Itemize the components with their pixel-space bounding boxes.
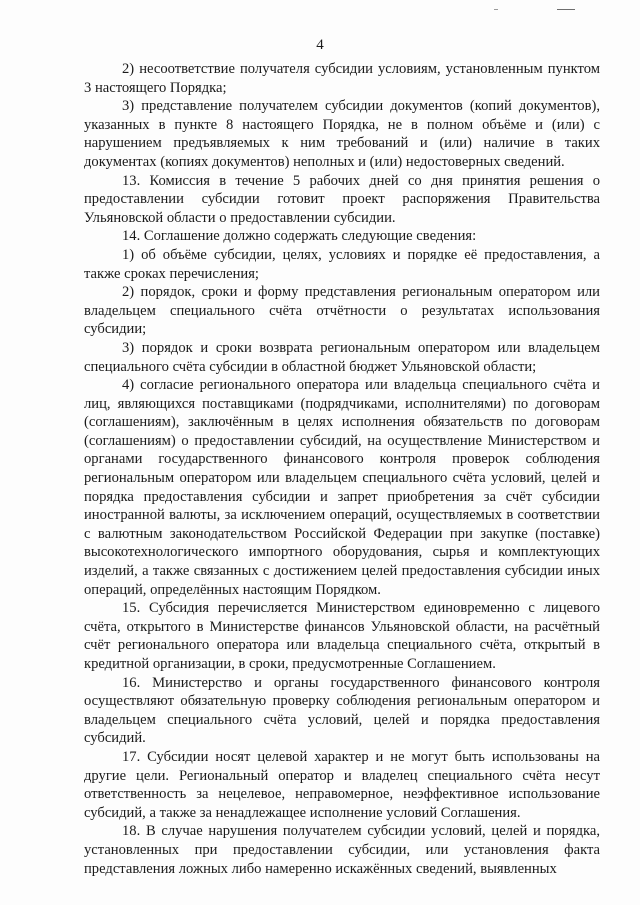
page-number: 4 — [316, 37, 324, 53]
paragraph: 16. Министерство и органы государственного финансового контроля осуществляют обязательную проверку соблюдения региональным оператором и владельцем специального счёта условий, целей и порядка предоставления субсидий. — [84, 674, 600, 747]
paragraph: 14. Соглашение должно содержать следующие сведения: — [122, 228, 477, 245]
paragraph: 13. Комиссия в течение 5 рабочих дней со дня принятия решения о предоставлении субсидии готовит проект распоряжения Правительства Ульяновской области о предоставлении субсидии. — [84, 172, 600, 226]
paragraph: 15. Субсидия перечисляется Министерством единовременно с лицевого счёта, открытого в Министерстве финансов Ульяновской области, на расчётный счёт регионального оператора или владельца специального счёта, открытый в кредитной организации, в сроки, предусмотренные Соглашением. — [84, 600, 600, 672]
document-body — [84, 60, 600, 878]
paragraph: 3) представление получателем субсидии документов (копий документов), указанных в пункте 8 настоящего Порядка, не в полном объёме и (или) с нарушением предъявляемых к ним требований и (или) наличие в таких документах (копиях документов) неполных и (или) недостоверных сведений. — [84, 98, 600, 170]
paragraph: 17. Субсидии носят целевой характер и не могут быть использованы на другие цели. Региональный оператор и владелец специального счёта несут ответственность за нецелевое, неправомерное, неэффективное использование субсидий, а также за ненадлежащее исполнение условий Соглашения. — [84, 748, 600, 821]
paragraph: 4) согласие регионального оператора или владельца специального счёта и лиц, являющихся поставщиками (подрядчиками, исполнителями) по договорам (соглашениям), заключённым в целях исполнения обязательств по договорам (соглашениям) о предоставлении субсидий, на осуществление Министерством и органами государственного финансового контроля проверок соблюдения региональным оператором или владельцем специального счёта условий, целей и порядка предоставления субсидии и запрет приобретения за счёт субсидии иностранной валюты, за исключением операций, осуществляемых в соответствии с валютным законодательством Российской Федерации при закупке (поставке) высокотехнологического импортного оборудования, сырья и комплектующих изделий, а также связанных с достижением целей предоставления субсидии иных операций, определённых настоящим Порядком. — [84, 377, 600, 598]
paragraph: 2) несоответствие получателя субсидии условиям, установленным пунктом 3 настоящего Порядка; — [84, 61, 600, 96]
paragraph: 2) порядок, сроки и форму представления региональным оператором или владельцем специального счёта отчётности о результатах использования субсидии; — [84, 284, 600, 338]
paragraph: 18. В случае нарушения получателем субсидии условий, целей и порядка, установленных при предоставлении субсидии, или установления факта представления ложных либо намеренно искажённых сведений, выявленных — [84, 823, 600, 877]
paragraph: 3) порядок и сроки возврата региональным оператором или владельцем специального счёта субсидии в областной бюджет Ульяновской области; — [84, 339, 600, 375]
paragraph: 1) об объёме субсидии, целях, условиях и порядке её предоставления, а также сроках перечисления; — [84, 246, 600, 282]
scan-artifact — [557, 9, 575, 10]
scan-artifact — [494, 9, 498, 10]
